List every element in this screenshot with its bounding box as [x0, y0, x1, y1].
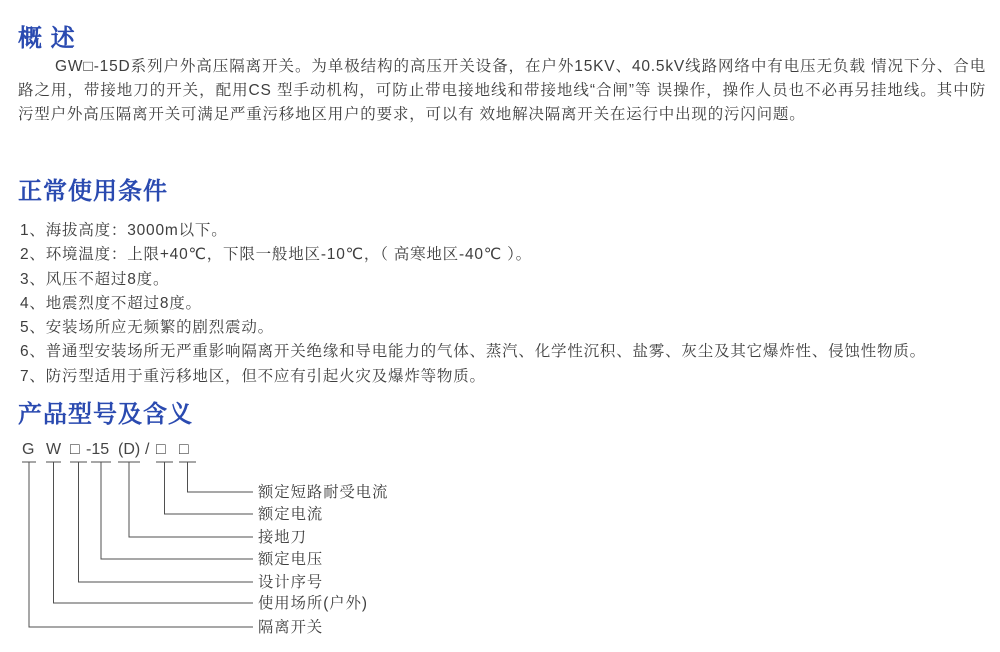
model-token-slash: / — [145, 441, 150, 458]
overview-paragraph: GW□-15D系列户外高压隔离开关。为单极结构的高压开关设备，在户外15KV、40.5kV线路网络中有电压无负载 情况下分、合电路之用，带接地刀的开关，配用CS 型手动机构，可防止带电接地线和带接地线“合闸”等 误操作，操作人员也不必再另挂地线。其中防污型户外高压隔离开关可满足严重污移地区用户的要求，可以有 效地解决隔离开关在运行中出现的污闪问题。 — [18, 58, 986, 123]
model-label-rated-current: 额定电流 — [258, 506, 324, 523]
condition-item: 2、环境温度：上限+40℃，下限一般地区-10℃，（ 高寒地区-40℃ ）。 — [20, 246, 532, 264]
model-token-box1: □ — [70, 441, 80, 458]
model-label-disconnect-switch: 隔离开关 — [258, 619, 324, 636]
condition-item: 7、防污型适用于重污移地区，但不应有引起火灾及爆炸等物质。 — [20, 367, 486, 385]
section-heading-usage-conditions: 正常使用条件 — [18, 178, 168, 205]
model-token-w: W — [46, 441, 62, 458]
model-label-design-serial: 设计序号 — [258, 574, 324, 591]
model-token-g: G — [22, 441, 35, 458]
condition-item: 1、海拔高度：3000m以下。 — [20, 222, 228, 239]
condition-item: 4、地震烈度不超过8度。 — [20, 294, 202, 312]
model-label-rated-voltage: 额定电压 — [258, 551, 324, 568]
model-label-rated-short-circuit-current: 额定短路耐受电流 — [258, 484, 389, 501]
condition-item: 3、风压不超过8度。 — [20, 270, 170, 288]
condition-item: 6、普通型安装场所无严重影响隔离开关绝缘和导电能力的气体、蒸汽、化学性沉积、盐雾、灰尘及其它爆炸性、侵蚀性物质。 — [20, 343, 926, 361]
condition-item: 5、安装场所应无频繁的剧烈震动。 — [20, 319, 274, 337]
model-label-earthing-knife: 接地刀 — [258, 529, 307, 546]
model-token-box3: □ — [179, 441, 189, 458]
model-token-d: (D) — [118, 441, 141, 458]
section-heading-overview: 概 述 — [18, 25, 76, 52]
section-heading-model-meaning: 产品型号及含义 — [18, 401, 193, 428]
model-label-usage-place: 使用场所(户外) — [258, 595, 368, 612]
model-token-box2: □ — [156, 441, 166, 458]
condition-list — [20, 219, 980, 389]
model-token-15: -15 — [86, 441, 110, 458]
model-diagram-lines — [0, 438, 1000, 652]
